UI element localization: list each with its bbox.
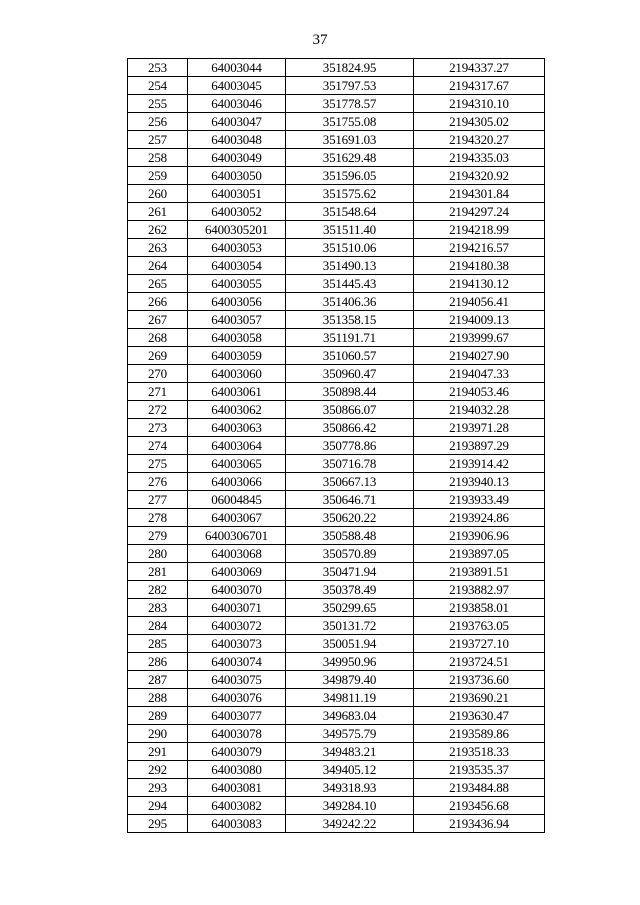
point-id-cell: 64003073 — [188, 635, 286, 653]
point-id-cell: 64003049 — [188, 149, 286, 167]
table-row — [128, 347, 545, 365]
table-row — [128, 59, 545, 77]
x-coordinate-cell: 350960.47 — [286, 365, 414, 383]
x-coordinate-cell: 349318.93 — [286, 779, 414, 797]
point-id-cell: 64003046 — [188, 95, 286, 113]
table-row — [128, 707, 545, 725]
table-row — [128, 221, 545, 239]
x-coordinate-cell: 350898.44 — [286, 383, 414, 401]
y-coordinate-cell: 2193763.05 — [414, 617, 545, 635]
table-row — [128, 95, 545, 113]
x-coordinate-cell: 350716.78 — [286, 455, 414, 473]
x-coordinate-cell: 351510.06 — [286, 239, 414, 257]
row-number-cell: 287 — [128, 671, 188, 689]
x-coordinate-cell: 351629.48 — [286, 149, 414, 167]
row-number-cell: 278 — [128, 509, 188, 527]
table-row — [128, 311, 545, 329]
y-coordinate-cell: 2193882.97 — [414, 581, 545, 599]
y-coordinate-cell: 2193906.96 — [414, 527, 545, 545]
y-coordinate-cell: 2193971.28 — [414, 419, 545, 437]
table-row — [128, 437, 545, 455]
point-id-cell: 6400306701 — [188, 527, 286, 545]
table-row — [128, 131, 545, 149]
x-coordinate-cell: 350866.42 — [286, 419, 414, 437]
y-coordinate-cell: 2193535.37 — [414, 761, 545, 779]
y-coordinate-cell: 2193484.88 — [414, 779, 545, 797]
x-coordinate-cell: 350570.89 — [286, 545, 414, 563]
table-row — [128, 545, 545, 563]
y-coordinate-cell: 2194335.03 — [414, 149, 545, 167]
y-coordinate-cell: 2194301.84 — [414, 185, 545, 203]
x-coordinate-cell: 349405.12 — [286, 761, 414, 779]
row-number-cell: 268 — [128, 329, 188, 347]
row-number-cell: 266 — [128, 293, 188, 311]
y-coordinate-cell: 2194032.28 — [414, 401, 545, 419]
y-coordinate-cell: 2193940.13 — [414, 473, 545, 491]
point-id-cell: 6400305201 — [188, 221, 286, 239]
x-coordinate-cell: 351358.15 — [286, 311, 414, 329]
y-coordinate-cell: 2193858.01 — [414, 599, 545, 617]
table-row — [128, 617, 545, 635]
x-coordinate-cell: 351511.40 — [286, 221, 414, 239]
table-row — [128, 167, 545, 185]
y-coordinate-cell: 2193456.68 — [414, 797, 545, 815]
x-coordinate-cell: 349575.79 — [286, 725, 414, 743]
x-coordinate-cell: 351596.05 — [286, 167, 414, 185]
row-number-cell: 271 — [128, 383, 188, 401]
point-id-cell: 64003072 — [188, 617, 286, 635]
point-id-cell: 64003053 — [188, 239, 286, 257]
y-coordinate-cell: 2193690.21 — [414, 689, 545, 707]
y-coordinate-cell: 2194056.41 — [414, 293, 545, 311]
point-id-cell: 64003069 — [188, 563, 286, 581]
table-row — [128, 383, 545, 401]
point-id-cell: 06004845 — [188, 491, 286, 509]
point-id-cell: 64003044 — [188, 59, 286, 77]
table-row — [128, 815, 545, 833]
row-number-cell: 291 — [128, 743, 188, 761]
x-coordinate-cell: 349284.10 — [286, 797, 414, 815]
table-row — [128, 527, 545, 545]
y-coordinate-cell: 2194310.10 — [414, 95, 545, 113]
x-coordinate-cell: 349683.04 — [286, 707, 414, 725]
table-row — [128, 509, 545, 527]
y-coordinate-cell: 2194216.57 — [414, 239, 545, 257]
point-id-cell: 64003045 — [188, 77, 286, 95]
y-coordinate-cell: 2194130.12 — [414, 275, 545, 293]
x-coordinate-cell: 350131.72 — [286, 617, 414, 635]
table-row — [128, 653, 545, 671]
table-row — [128, 329, 545, 347]
x-coordinate-cell: 350051.94 — [286, 635, 414, 653]
y-coordinate-cell: 2193933.49 — [414, 491, 545, 509]
y-coordinate-cell: 2194337.27 — [414, 59, 545, 77]
row-number-cell: 294 — [128, 797, 188, 815]
row-number-cell: 289 — [128, 707, 188, 725]
point-id-cell: 64003060 — [188, 365, 286, 383]
row-number-cell: 263 — [128, 239, 188, 257]
table-row — [128, 455, 545, 473]
y-coordinate-cell: 2194305.02 — [414, 113, 545, 131]
y-coordinate-cell: 2193891.51 — [414, 563, 545, 581]
y-coordinate-cell: 2193897.29 — [414, 437, 545, 455]
point-id-cell: 64003056 — [188, 293, 286, 311]
table-row — [128, 635, 545, 653]
row-number-cell: 257 — [128, 131, 188, 149]
coordinates-table — [127, 58, 545, 833]
point-id-cell: 64003054 — [188, 257, 286, 275]
row-number-cell: 288 — [128, 689, 188, 707]
y-coordinate-cell: 2194180.38 — [414, 257, 545, 275]
point-id-cell: 64003055 — [188, 275, 286, 293]
point-id-cell: 64003067 — [188, 509, 286, 527]
row-number-cell: 277 — [128, 491, 188, 509]
coordinates-table-body — [128, 59, 545, 833]
y-coordinate-cell: 2193518.33 — [414, 743, 545, 761]
row-number-cell: 267 — [128, 311, 188, 329]
row-number-cell: 253 — [128, 59, 188, 77]
y-coordinate-cell: 2194297.24 — [414, 203, 545, 221]
x-coordinate-cell: 351548.64 — [286, 203, 414, 221]
x-coordinate-cell: 351575.62 — [286, 185, 414, 203]
y-coordinate-cell: 2193630.47 — [414, 707, 545, 725]
point-id-cell: 64003048 — [188, 131, 286, 149]
point-id-cell: 64003074 — [188, 653, 286, 671]
row-number-cell: 270 — [128, 365, 188, 383]
y-coordinate-cell: 2193914.42 — [414, 455, 545, 473]
x-coordinate-cell: 350471.94 — [286, 563, 414, 581]
table-row — [128, 797, 545, 815]
row-number-cell: 279 — [128, 527, 188, 545]
y-coordinate-cell: 2193999.67 — [414, 329, 545, 347]
row-number-cell: 262 — [128, 221, 188, 239]
row-number-cell: 286 — [128, 653, 188, 671]
row-number-cell: 282 — [128, 581, 188, 599]
point-id-cell: 64003078 — [188, 725, 286, 743]
table-row — [128, 257, 545, 275]
y-coordinate-cell: 2193589.86 — [414, 725, 545, 743]
point-id-cell: 64003050 — [188, 167, 286, 185]
row-number-cell: 258 — [128, 149, 188, 167]
table-row — [128, 293, 545, 311]
table-row — [128, 689, 545, 707]
y-coordinate-cell: 2194047.33 — [414, 365, 545, 383]
x-coordinate-cell: 349242.22 — [286, 815, 414, 833]
y-coordinate-cell: 2193724.51 — [414, 653, 545, 671]
x-coordinate-cell: 350866.07 — [286, 401, 414, 419]
y-coordinate-cell: 2194317.67 — [414, 77, 545, 95]
point-id-cell: 64003080 — [188, 761, 286, 779]
x-coordinate-cell: 351755.08 — [286, 113, 414, 131]
row-number-cell: 274 — [128, 437, 188, 455]
table-row — [128, 563, 545, 581]
row-number-cell: 272 — [128, 401, 188, 419]
x-coordinate-cell: 349811.19 — [286, 689, 414, 707]
y-coordinate-cell: 2194053.46 — [414, 383, 545, 401]
point-id-cell: 64003064 — [188, 437, 286, 455]
x-coordinate-cell: 351824.95 — [286, 59, 414, 77]
table-row — [128, 725, 545, 743]
table-row — [128, 761, 545, 779]
point-id-cell: 64003079 — [188, 743, 286, 761]
row-number-cell: 264 — [128, 257, 188, 275]
table-row — [128, 401, 545, 419]
row-number-cell: 280 — [128, 545, 188, 563]
table-row — [128, 779, 545, 797]
table-row — [128, 275, 545, 293]
row-number-cell: 261 — [128, 203, 188, 221]
x-coordinate-cell: 351490.13 — [286, 257, 414, 275]
row-number-cell: 273 — [128, 419, 188, 437]
row-number-cell: 255 — [128, 95, 188, 113]
point-id-cell: 64003061 — [188, 383, 286, 401]
y-coordinate-cell: 2194320.92 — [414, 167, 545, 185]
x-coordinate-cell: 351691.03 — [286, 131, 414, 149]
table-row — [128, 473, 545, 491]
point-id-cell: 64003070 — [188, 581, 286, 599]
point-id-cell: 64003071 — [188, 599, 286, 617]
y-coordinate-cell: 2193924.86 — [414, 509, 545, 527]
row-number-cell: 292 — [128, 761, 188, 779]
y-coordinate-cell: 2194027.90 — [414, 347, 545, 365]
x-coordinate-cell: 351060.57 — [286, 347, 414, 365]
table-row — [128, 599, 545, 617]
row-number-cell: 260 — [128, 185, 188, 203]
row-number-cell: 265 — [128, 275, 188, 293]
row-number-cell: 269 — [128, 347, 188, 365]
x-coordinate-cell: 349879.40 — [286, 671, 414, 689]
point-id-cell: 64003082 — [188, 797, 286, 815]
point-id-cell: 64003081 — [188, 779, 286, 797]
row-number-cell: 259 — [128, 167, 188, 185]
x-coordinate-cell: 350588.48 — [286, 527, 414, 545]
x-coordinate-cell: 349950.96 — [286, 653, 414, 671]
table-row — [128, 149, 545, 167]
x-coordinate-cell: 351406.36 — [286, 293, 414, 311]
y-coordinate-cell: 2194320.27 — [414, 131, 545, 149]
x-coordinate-cell: 350667.13 — [286, 473, 414, 491]
point-id-cell: 64003052 — [188, 203, 286, 221]
page-number: 37 — [312, 32, 328, 48]
point-id-cell: 64003068 — [188, 545, 286, 563]
point-id-cell: 64003057 — [188, 311, 286, 329]
table-row — [128, 365, 545, 383]
point-id-cell: 64003051 — [188, 185, 286, 203]
x-coordinate-cell: 351445.43 — [286, 275, 414, 293]
y-coordinate-cell: 2193736.60 — [414, 671, 545, 689]
table-row — [128, 671, 545, 689]
table-row — [128, 581, 545, 599]
row-number-cell: 284 — [128, 617, 188, 635]
x-coordinate-cell: 350378.49 — [286, 581, 414, 599]
row-number-cell: 256 — [128, 113, 188, 131]
x-coordinate-cell: 351797.53 — [286, 77, 414, 95]
table-row — [128, 743, 545, 761]
row-number-cell: 275 — [128, 455, 188, 473]
x-coordinate-cell: 350646.71 — [286, 491, 414, 509]
y-coordinate-cell: 2194218.99 — [414, 221, 545, 239]
y-coordinate-cell: 2193897.05 — [414, 545, 545, 563]
y-coordinate-cell: 2194009.13 — [414, 311, 545, 329]
table-row — [128, 113, 545, 131]
y-coordinate-cell: 2193727.10 — [414, 635, 545, 653]
x-coordinate-cell: 350620.22 — [286, 509, 414, 527]
table-row — [128, 491, 545, 509]
x-coordinate-cell: 350299.65 — [286, 599, 414, 617]
row-number-cell: 293 — [128, 779, 188, 797]
point-id-cell: 64003076 — [188, 689, 286, 707]
table-row — [128, 419, 545, 437]
point-id-cell: 64003059 — [188, 347, 286, 365]
row-number-cell: 283 — [128, 599, 188, 617]
row-number-cell: 285 — [128, 635, 188, 653]
point-id-cell: 64003065 — [188, 455, 286, 473]
point-id-cell: 64003075 — [188, 671, 286, 689]
table-row — [128, 203, 545, 221]
point-id-cell: 64003062 — [188, 401, 286, 419]
x-coordinate-cell: 350778.86 — [286, 437, 414, 455]
point-id-cell: 64003058 — [188, 329, 286, 347]
row-number-cell: 295 — [128, 815, 188, 833]
point-id-cell: 64003063 — [188, 419, 286, 437]
y-coordinate-cell: 2193436.94 — [414, 815, 545, 833]
table-row — [128, 239, 545, 257]
x-coordinate-cell: 351778.57 — [286, 95, 414, 113]
row-number-cell: 281 — [128, 563, 188, 581]
x-coordinate-cell: 349483.21 — [286, 743, 414, 761]
row-number-cell: 290 — [128, 725, 188, 743]
point-id-cell: 64003083 — [188, 815, 286, 833]
x-coordinate-cell: 351191.71 — [286, 329, 414, 347]
point-id-cell: 64003047 — [188, 113, 286, 131]
point-id-cell: 64003066 — [188, 473, 286, 491]
table-row — [128, 77, 545, 95]
row-number-cell: 276 — [128, 473, 188, 491]
table-row — [128, 185, 545, 203]
row-number-cell: 254 — [128, 77, 188, 95]
point-id-cell: 64003077 — [188, 707, 286, 725]
